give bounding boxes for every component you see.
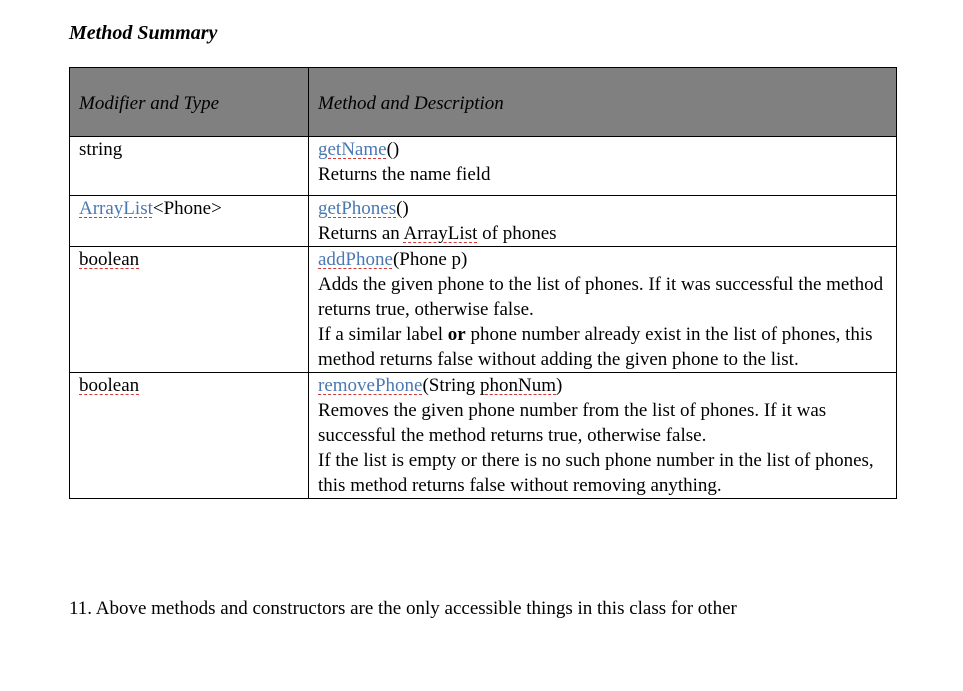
method-description-detail: If the list is empty or there is no such phone number in the list of phones, this method returns false without removing anything. xyxy=(318,450,874,496)
table-header-row xyxy=(70,68,897,137)
type-text: string xyxy=(79,139,123,160)
type-link-arraylist[interactable]: ArrayList xyxy=(79,198,153,219)
method-description: Returns an ArrayList of phones xyxy=(318,223,557,244)
type-text: <Phone> xyxy=(152,198,222,219)
method-description: Returns the name field xyxy=(318,164,491,185)
spell-flagged-term: phonNum xyxy=(480,375,557,396)
bold-keyword: or xyxy=(447,324,466,345)
method-link-getphones[interactable]: getPhones xyxy=(318,198,397,219)
spell-flagged-term: ArrayList xyxy=(403,223,478,244)
table-row xyxy=(70,137,897,196)
section-title: Method Summary xyxy=(69,22,218,44)
method-params: () xyxy=(386,139,400,160)
description-cell xyxy=(309,247,897,373)
footer-paragraph: 11. Above methods and constructors are the only accessible things in this class for other xyxy=(69,598,737,619)
method-description: Adds the given phone to the list of phones. If it was successful the method returns true, otherwise false. xyxy=(318,274,884,320)
method-link-addphone[interactable]: addPhone xyxy=(318,249,393,270)
type-cell xyxy=(70,196,309,247)
table-row xyxy=(70,373,897,499)
type-cell xyxy=(70,373,309,499)
description-cell xyxy=(309,137,897,196)
method-params: (Phone p) xyxy=(392,249,468,270)
method-params: () xyxy=(396,198,409,219)
description-cell xyxy=(309,196,897,247)
type-cell xyxy=(70,137,309,196)
method-description-detail: If a similar label or phone number already exist in the list of phones, this method returns false without adding the given phone to the list. xyxy=(318,324,873,370)
method-link-getname[interactable]: getName xyxy=(318,139,387,160)
table-row xyxy=(70,196,897,247)
method-link-removephone[interactable]: removePhone xyxy=(318,375,423,396)
type-cell xyxy=(70,247,309,373)
description-cell: removePhone(String phonNum) Removes the given phone number from the list of phones. If it was successful the method returns true, otherwise false. If the list is empty or there is no such phone number in the list of phones, this method returns false without removing anything. xyxy=(309,373,897,499)
type-text: boolean xyxy=(79,375,140,396)
header-method-description: Method and Description xyxy=(309,68,897,137)
method-description: Removes the given phone number from the list of phones. If it was successful the method returns true, otherwise false. xyxy=(318,400,827,446)
method-summary-table xyxy=(69,67,897,499)
type-text: boolean xyxy=(79,249,140,270)
header-modifier-type: Modifier and Type xyxy=(70,68,309,137)
table-row xyxy=(70,247,897,373)
